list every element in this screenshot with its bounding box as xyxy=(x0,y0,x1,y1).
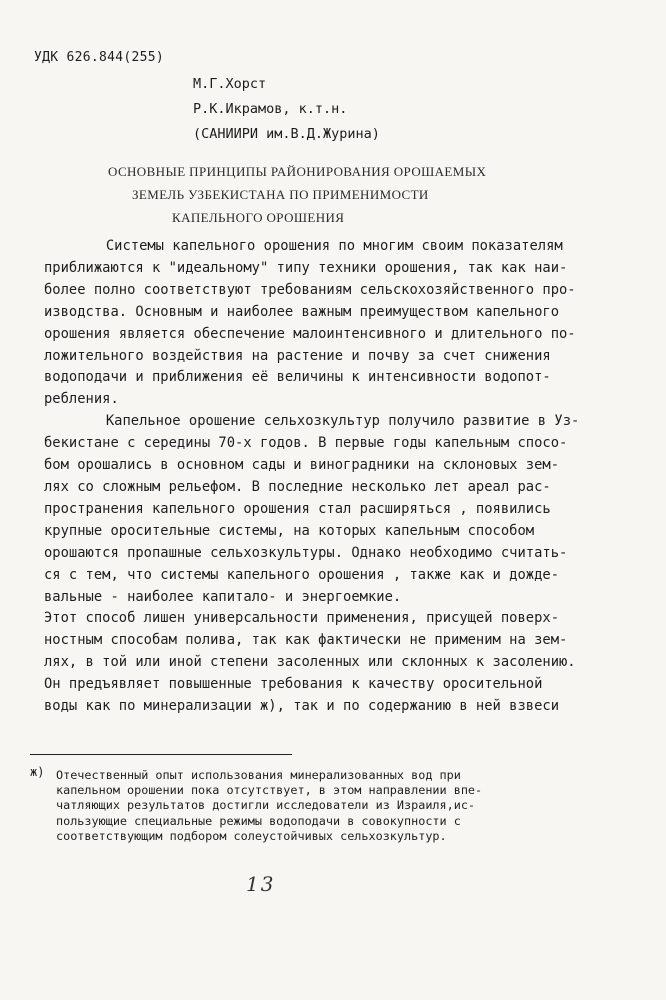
title-line: ЗЕМЕЛЬ УЗБЕКИСТАНА ПО ПРИМЕНИМОСТИ xyxy=(132,187,429,202)
footnote-divider xyxy=(30,754,292,755)
body-line: крупные оросительные системы, на которых капельным способом xyxy=(44,522,535,539)
footnote-line: Отечественный опыт использования минерализованных вод при xyxy=(56,768,461,782)
body-line: ложительного воздействия на растение и почву за счет снижения xyxy=(44,347,551,364)
footnote-line: чатляющих результатов достигли исследователи из Израиля,ис- xyxy=(56,798,476,813)
body-line: вальные - наиболее капитало- и энергоемкие. xyxy=(44,588,402,605)
footnote-line: капельном орошении пока отсутствует, в этом направлении впе- xyxy=(56,783,483,798)
body-line: орошения является обеспечение малоинтенсивного и длительного по- xyxy=(44,325,576,342)
page-number: 13 xyxy=(246,872,276,896)
authors-block xyxy=(193,72,380,147)
footnote-text xyxy=(56,768,482,844)
footnote-mark: ж) xyxy=(30,765,45,779)
title-line: КАПЕЛЬНОГО ОРОШЕНИЯ xyxy=(172,210,345,225)
body-line: орошаются пропашные сельхозкультуры. Однако необходимо считать- xyxy=(44,544,568,561)
institution: (САНИИРИ им.В.Д.Журина) xyxy=(193,126,380,142)
body-line: изводства. Основным и наиболее важным преимуществом капельного xyxy=(44,303,559,320)
body-text xyxy=(44,236,616,718)
body-line: воды как по минерализации ж), так и по содержанию в ней взвеси xyxy=(44,698,559,715)
author-2: Р.К.Икрамов, к.т.н. xyxy=(193,101,348,117)
title-line: ОСНОВНЫЕ ПРИНЦИПЫ РАЙОНИРОВАНИЯ ОРОШАЕМЫХ xyxy=(108,164,487,179)
body-line: лях со сложным рельефом. В последние несколько лет ареал рас- xyxy=(44,478,551,495)
body-line: пространения капельного орошения стал расширяться , появились xyxy=(44,500,551,517)
body-line: приближаются к "идеальному" типу техники орошения, так как наи- xyxy=(44,259,568,276)
body-line: Этот способ лишен универсальности применения, присущей поверх- xyxy=(44,610,559,627)
body-line: более полно соответствуют требованиям сельскохозяйственного про- xyxy=(44,281,576,298)
udk-code: УДК 626.844(255) xyxy=(34,50,165,65)
document-title xyxy=(100,160,570,229)
footnote-line: пользующие специальные режимы водоподачи в совокупности с xyxy=(56,813,461,828)
body-line: Он предъявляет повышенные требования к качеству оросительной xyxy=(44,676,543,693)
body-line: Системы капельного орошения по многим своим показателям xyxy=(56,238,563,254)
footnote-line: соответствующим подбором солеустойчивых сельхозкультур. xyxy=(56,828,447,843)
body-line: бом орошались в основном сады и виноградники на склоновых зем- xyxy=(44,457,559,474)
body-line: ностным способам полива, так как фактически не применим на зем- xyxy=(44,632,568,649)
body-line: ребления. xyxy=(44,391,119,408)
body-line: Капельное орошение сельхозкультур получило развитие в Уз- xyxy=(56,413,580,430)
author-1: М.Г.Хорст xyxy=(193,76,267,92)
body-line: водоподачи и приближения её величины к интенсивности водопот- xyxy=(44,369,551,386)
body-line: лях, в той или иной степени засоленных или склонных к засолению. xyxy=(44,654,576,671)
body-line: бекистане с середины 70-х годов. В первые годы капельным спосо- xyxy=(44,435,568,452)
body-line: ся с тем, что системы капельного орошения , также как и дожде- xyxy=(44,566,559,583)
